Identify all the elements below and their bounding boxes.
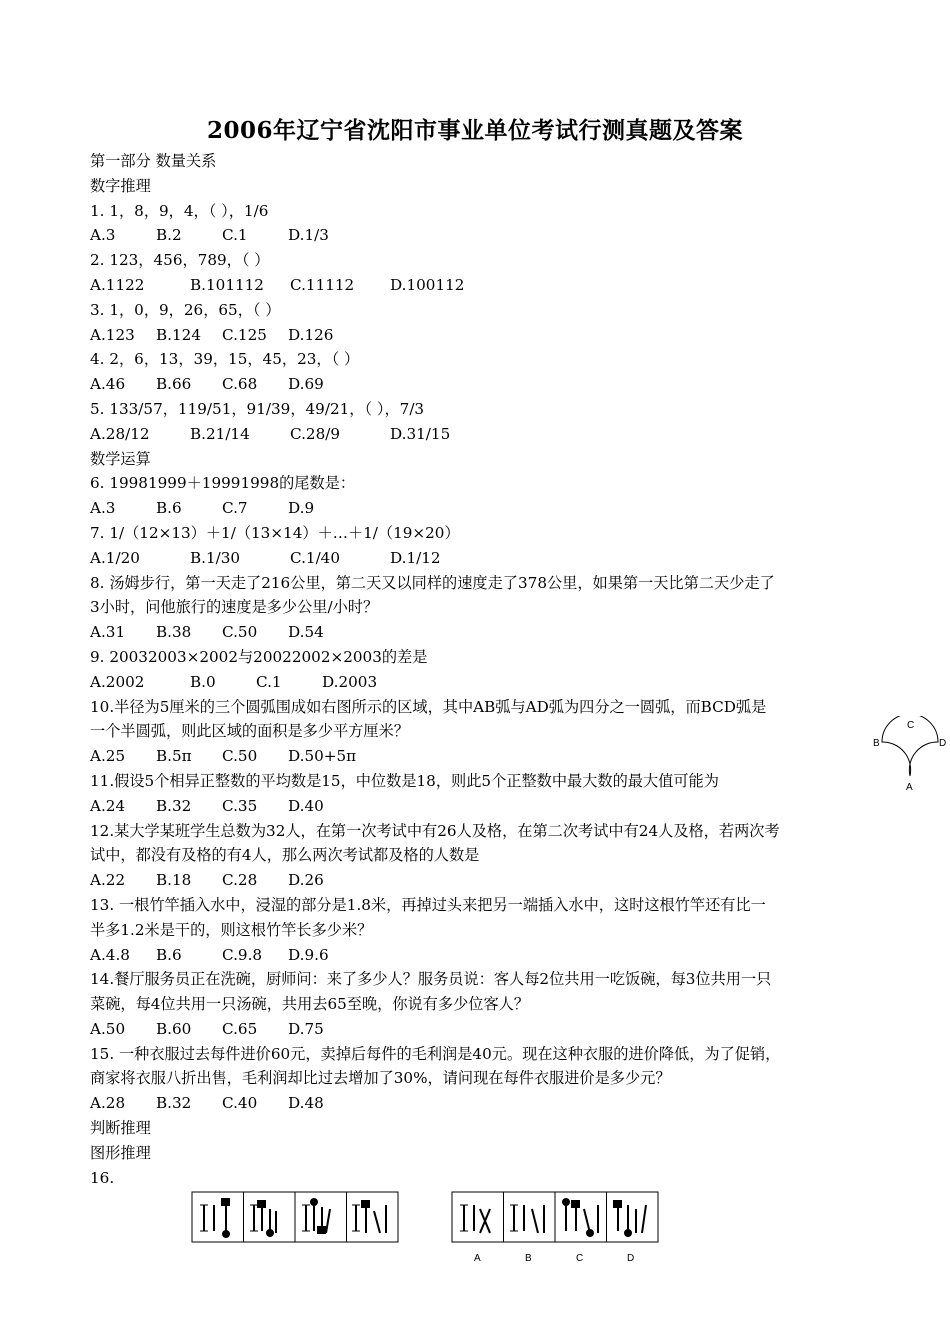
text-line: 3. 1，0，9，26，65，（ ） <box>90 300 281 319</box>
answer-option: D.31/15 <box>390 424 451 443</box>
answer-option: B.32 <box>156 1094 192 1113</box>
answer-option: C.9.8 <box>222 945 263 964</box>
answer-options <box>90 868 860 893</box>
answer-option: A.50 <box>90 1019 126 1038</box>
answer-option: C.28/9 <box>290 424 341 443</box>
answer-option: B.101112 <box>190 275 264 294</box>
text-line: 数学运算 <box>90 449 151 468</box>
answer-option: D.1/12 <box>390 548 441 567</box>
answer-option: C.50 <box>222 623 258 642</box>
option-label-b: B <box>525 1253 532 1264</box>
text-line: 商家将衣服八折出售，毛利润却比过去增加了30%，请问现在每件衣服进价是多少元？ <box>90 1069 671 1088</box>
document-body <box>90 149 860 1190</box>
answer-option: B.38 <box>156 623 192 642</box>
text-line: 10.半径为5厘米的三个圆弧围成如右图所示的区域，其中AB弧与AD弧为四分之一圆弧，而BCD弧是 <box>90 697 767 716</box>
q-cell-3 <box>302 1199 330 1233</box>
option-cell-a <box>460 1205 490 1233</box>
text-line: 第一部分 数量关系 <box>90 152 217 170</box>
answer-options <box>90 273 860 298</box>
figure-reasoning-16 <box>190 1189 670 1269</box>
answer-option: D.2003 <box>322 672 378 691</box>
answer-options <box>90 744 860 769</box>
answer-option: A.31 <box>90 623 126 642</box>
option-cell-d <box>614 1201 646 1236</box>
answer-option: D.40 <box>288 796 324 815</box>
option-cell-c <box>563 1199 598 1236</box>
q-cell-1 <box>200 1199 229 1237</box>
point-label-c: C <box>907 720 915 731</box>
answer-option: A.22 <box>90 871 126 890</box>
answer-option: A.25 <box>90 747 126 766</box>
answer-option: A.24 <box>90 796 126 815</box>
answer-options <box>90 670 860 695</box>
point-label-a: A <box>906 782 913 793</box>
answer-option: A.28 <box>90 1094 126 1113</box>
q-cell-2 <box>250 1201 276 1236</box>
answer-option: D.126 <box>288 325 334 344</box>
answer-options <box>90 1091 860 1116</box>
text-line: 试中，都没有及格的有4人，那么两次考试都及格的人数是 <box>90 846 480 865</box>
text-line: 16. <box>90 1168 115 1187</box>
answer-option: A.1122 <box>90 275 145 294</box>
answer-option: C.68 <box>222 375 258 394</box>
answer-option: C.7 <box>222 499 248 518</box>
answer-option: A.123 <box>90 325 135 344</box>
answer-options <box>90 546 860 571</box>
answer-options <box>90 323 860 348</box>
answer-option: A.4.8 <box>90 945 130 964</box>
answer-options <box>90 372 860 397</box>
answer-option: D.75 <box>288 1019 324 1038</box>
answer-option: C.65 <box>222 1019 258 1038</box>
text-line: 8. 汤姆步行，第一天走了216公里，第二天又以同样的速度走了378公里，如果第一天比第二天少走了 <box>90 573 775 592</box>
answer-options <box>90 496 860 521</box>
answer-option: B.60 <box>156 1019 192 1038</box>
answer-option: D.69 <box>288 375 324 394</box>
text-line: 菜碗，每4位共用一只汤碗，共用去65至晚，你说有多少位客人？ <box>90 995 530 1014</box>
text-line: 2. 123，456，789，（ ） <box>90 251 270 270</box>
text-line: 判断推理 <box>90 1119 151 1138</box>
answer-options <box>90 422 860 447</box>
point-label-b: B <box>873 738 880 749</box>
answer-option: C.40 <box>222 1094 258 1113</box>
answer-option: C.28 <box>222 871 258 890</box>
answer-option: B.5π <box>156 747 192 766</box>
answer-option: A.3 <box>90 226 116 245</box>
answer-option: C.50 <box>222 747 258 766</box>
answer-option: B.18 <box>156 871 192 890</box>
answer-option: B.1/30 <box>190 548 241 567</box>
answer-options <box>90 943 860 968</box>
answer-options <box>90 1017 860 1042</box>
text-line: 11.假设5个相异正整数的平均数是15，中位数是18，则此5个正整数中最大数的最大值可能为 <box>90 771 719 790</box>
text-line: 12.某大学某班学生总数为32人，在第一次考试中有26人及格，在第二次考试中有24人及格，若两次考 <box>90 821 780 840</box>
text-line: 13. 一根竹竿插入水中，浸湿的部分是1.8米，再掉过头来把另一端插入水中，这时这根竹竿还有比一 <box>90 895 766 914</box>
text-line: 14.餐厅服务员正在洗碗，厨师问：来了多少人？服务员说：客人每2位共用一吃饭碗，每3位共用一只 <box>90 970 772 989</box>
answer-option: A.28/12 <box>90 424 150 443</box>
answer-option: C.125 <box>222 325 267 344</box>
answer-option: C.35 <box>222 796 258 815</box>
text-line: 5. 133/57，119/51，91/39，49/21，（ ），7/3 <box>90 399 425 418</box>
answer-option: B.32 <box>156 796 192 815</box>
answer-option: C.1 <box>222 226 248 245</box>
answer-option: A.46 <box>90 375 126 394</box>
answer-option: A.1/20 <box>90 548 140 567</box>
answer-option: B.2 <box>156 226 182 245</box>
q-cell-4 <box>352 1201 386 1233</box>
text-line: 6. 19981999＋19991998的尾数是： <box>90 474 356 493</box>
answer-option: C.1 <box>256 672 282 691</box>
answer-option: D.50+5π <box>288 747 357 766</box>
answer-option: D.9.6 <box>288 945 329 964</box>
answer-option: B.0 <box>190 672 216 691</box>
answer-option: C.1/40 <box>290 548 341 567</box>
answer-option: D.54 <box>288 623 324 642</box>
option-label-a: A <box>474 1253 481 1264</box>
text-line: 7. 1/（12×13）＋1/（13×14）＋…＋1/（19×20） <box>90 523 460 542</box>
text-line: 图形推理 <box>90 1143 151 1162</box>
answer-option: D.100112 <box>390 275 465 294</box>
answer-option: D.26 <box>288 871 324 890</box>
text-line: 15. 一种衣服过去每件进价60元，卖掉后每件的毛利润是40元。现在这种衣服的进价降低，为了促销， <box>90 1044 781 1063</box>
answer-option: D.48 <box>288 1094 324 1113</box>
cell-glyphs <box>200 1199 646 1237</box>
answer-option: B.21/14 <box>190 424 250 443</box>
answer-option: B.6 <box>156 945 182 964</box>
answer-options <box>90 620 860 645</box>
option-label-d: D <box>627 1253 635 1264</box>
text-line: 9. 20032003×2002与20022002×2003的差是 <box>90 647 428 666</box>
text-line: 数字推理 <box>90 176 151 195</box>
option-cell-b <box>510 1205 544 1233</box>
option-label-c: C <box>576 1253 584 1264</box>
answer-option: A.3 <box>90 499 116 518</box>
answer-option: B.6 <box>156 499 182 518</box>
answer-option: D.9 <box>288 499 315 518</box>
answer-option: B.124 <box>156 325 201 344</box>
point-label-d: D <box>939 738 947 749</box>
page-title: 2006年辽宁省沈阳市事业单位考试行测真题及答案 <box>206 117 743 144</box>
text-line: 3小时，问他旅行的速度是多少公里/小时？ <box>90 598 379 617</box>
answer-option: C.11112 <box>290 275 355 294</box>
text-line: 一个半圆弧，则此区域的面积是多少平方厘米？ <box>90 722 409 741</box>
answer-option: B.66 <box>156 375 192 394</box>
answer-options <box>90 794 860 819</box>
answer-option: A.2002 <box>90 672 145 691</box>
text-line: 4. 2，6，13，39，15，45，23，（ ） <box>90 350 360 369</box>
answer-option: D.1/3 <box>288 226 329 245</box>
answer-options <box>90 223 860 248</box>
text-line: 半多1.2米是干的，则这根竹竿长多少米？ <box>90 920 373 939</box>
text-line: 1. 1，8，9，4，（ ），1/6 <box>90 201 269 220</box>
arc-region-figure <box>872 716 948 796</box>
